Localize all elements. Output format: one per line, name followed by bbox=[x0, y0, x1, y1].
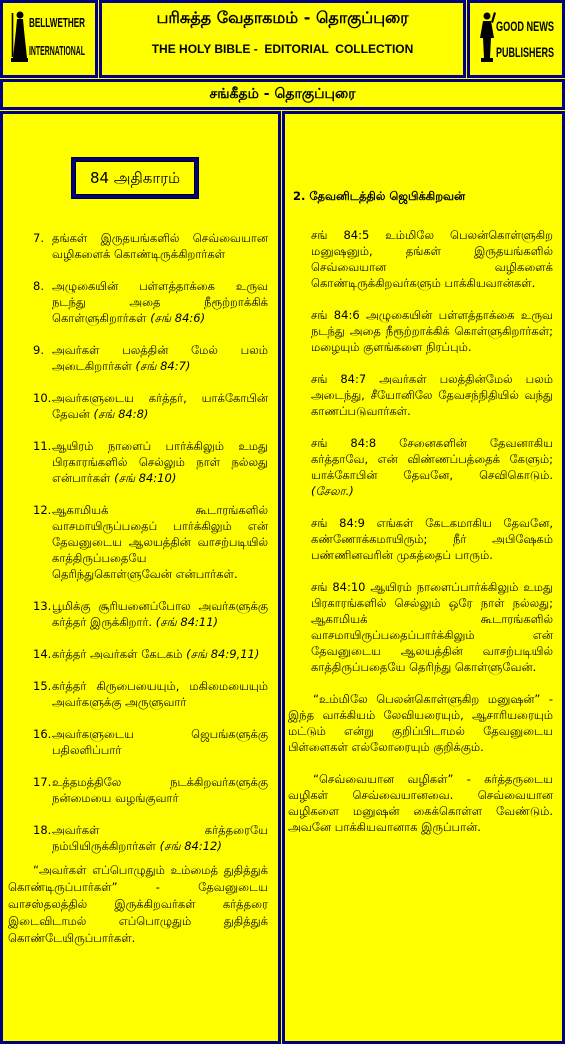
list-item bbox=[8, 230, 268, 262]
closing-paragraph: “அவர்கள் எப்பொழுதும் உம்மைத் துதித்துக் கொண்டிருப்பார்கள்” - தேவனுடைய வாசஸ்தலத்தில் இருக்கிறவர்கள் கர்த்தரை இடைவிடாமல் எப்பொழுதும் துதித்துக் கொண்டேயிருப்பார்கள். bbox=[8, 863, 268, 945]
svg-text:BELLWETHER: BELLWETHER bbox=[29, 15, 86, 30]
section-title: சங்கீதம் - தொகுப்புரை bbox=[209, 86, 356, 102]
list-item bbox=[8, 774, 268, 806]
bellwether-figure-icon bbox=[9, 10, 29, 64]
verse-paragraph: சங் 84:7 அவர்கள் பலத்தின்மேல் பலம் அடைந்து, சீயோனிலே தேவசந்நிதியில் வந்து காணப்படுவார்கள். bbox=[311, 372, 553, 418]
good-news-publishers-logo bbox=[467, 0, 565, 78]
list-item bbox=[8, 502, 268, 582]
svg-text:GOOD NEWS: GOOD NEWS bbox=[496, 18, 554, 34]
good-news-figure-icon bbox=[478, 10, 496, 64]
list-item-number: 17. bbox=[33, 775, 52, 789]
list-item bbox=[8, 646, 268, 662]
scripture-reference: (சங் 84:7) bbox=[135, 359, 191, 373]
list-item-text: அவர்களுடைய ஜெபங்களுக்கு பதிலளிப்பார் bbox=[52, 727, 268, 757]
verse-paragraph: சங் 84:10 ஆயிரம் நாளைப்பார்க்கிலும் உமது பிரகாரங்களில் செல்லும் ஒரே நாள் நல்லது; ஆகாமியக் கூடாரங்களில் வாசமாயிருப்பதைப்பார்க்கிலும் என் தேவனுடைய ஆலயத்தின் வாசற்படியில் காத்திருப்பதையே தெரிந்து கொள்ளுவேன். bbox=[311, 580, 553, 674]
svg-text:INTERNATIONAL: INTERNATIONAL bbox=[29, 43, 86, 58]
scripture-reference: (சங் 84:11) bbox=[155, 615, 219, 629]
scripture-reference: (சங் 84:9,11) bbox=[186, 647, 260, 661]
list-item-number: 18. bbox=[33, 823, 52, 837]
scripture-reference: (சங் 84:10) bbox=[114, 471, 177, 485]
verse-paragraph: சங் 84:6 அழுகையின் பள்ளத்தாக்கை உருவ நடந்து அதை நீரூற்றாக்கிக் கொள்ளுகிறார்கள்; மழையும் குளங்களை நிரப்பும். bbox=[311, 308, 553, 354]
list-item bbox=[8, 726, 268, 758]
bellwether-logo-line1 bbox=[29, 15, 89, 29]
svg-text:PUBLISHERS: PUBLISHERS bbox=[496, 44, 554, 60]
bellwether-logo-line2 bbox=[29, 43, 89, 57]
title-english: THE HOLY BIBLE - EDITORIAL COLLECTION bbox=[151, 42, 414, 56]
list-item-number: 8. bbox=[33, 279, 44, 293]
verse-paragraph: சங் 84:9 எங்கள் கேடகமாகிய தேவனே, கண்ணோக்கமாயிரும்; நீர் அபிஷேகம் பண்ணினவரின் முகத்தைப் பாரும். bbox=[311, 516, 553, 562]
chapter-label-box bbox=[72, 158, 198, 198]
list-item-text: அழுகையின் பள்ளத்தாக்கை உருவ நடந்து அதை நீரூற்றாக்கிக் கொள்ளுகிறார்கள் (சங் 84:6) bbox=[52, 279, 268, 325]
list-item bbox=[8, 278, 268, 326]
title-banner bbox=[99, 0, 466, 78]
commentary-paragraph: “உம்மிலே பெலன்கொள்ளுகிற மனுஷன்” - இந்த வாக்கியம் லேவியரையும், ஆசாரியரையும் மட்டும் என்று குறிப்பிடாமல் தேவனுடைய பிள்ளைகள் எல்லோரையும் குறிக்கும். bbox=[288, 692, 553, 754]
scripture-reference: (சங் 84:8) bbox=[93, 407, 149, 421]
list-item-number: 13. bbox=[33, 599, 52, 613]
list-item-text: தங்கள் இருதயங்களில் செவ்வையான வழிகளைக் கொண்டிருக்கிறார்கள் bbox=[52, 231, 268, 261]
scripture-reference: (சங் 84:6) bbox=[150, 311, 206, 325]
list-item bbox=[8, 390, 268, 422]
list-item-text: ஆயிரம் நாளைப் பார்க்கிலும் உமது பிரகாரங்களில் செல்லும் நாள் நல்லது என்பார்கள் (சங் 84:10) bbox=[52, 439, 268, 485]
list-item bbox=[8, 598, 268, 630]
list-item-number: 15. bbox=[33, 679, 52, 693]
left-column bbox=[0, 111, 281, 1044]
list-item-number: 12. bbox=[33, 503, 52, 517]
list-item bbox=[8, 438, 268, 486]
list-item-text: கர்த்தர் அவர்கள் கேடகம் (சங் 84:9,11) bbox=[52, 647, 260, 661]
verse-list bbox=[288, 227, 553, 851]
chapter-label: 84 அதிகாரம் bbox=[89, 169, 181, 187]
right-column bbox=[282, 111, 565, 1044]
list-item-text: ஆகாமியக் கூடாரங்களில் வாசமாயிருப்பதைப் பார்க்கிலும் என் தேவனுடைய ஆலயத்தின் வாசற்படியில் காத்திருப்பதையே தெரிந்துகொள்ளுவேன் என்பார்கள். bbox=[52, 503, 268, 581]
list-item-text: பூமிக்கு சூரியனைப்போல அவர்களுக்கு கர்த்தர் இருக்கிறார். (சங் 84:11) bbox=[52, 599, 268, 629]
list-item-text: அவர்களுடைய கர்த்தர், யாக்கோபின் தேவன் (சங் 84:8) bbox=[52, 391, 268, 421]
verse-paragraph: சங் 84:8 சேனைகளின் தேவனாகிய கர்த்தாவே, என் விண்ணப்பத்தைக் கேளும்; யாக்கோபின் தேவனே, செவிகொடும். (சேலா.) bbox=[311, 436, 553, 498]
commentary-paragraph: “செவ்வையான வழிகள்” - கர்த்தருடைய வழிகள் செவ்வையானவை. செவ்வையான வழிகளை மனுஷன் கைக்கொள்ள வேண்டும். அவனே பாக்கியவானாக இருப்பான். bbox=[288, 772, 553, 834]
good-news-logo-line2 bbox=[496, 44, 558, 60]
title-tamil: பரிசுத்த வேதாகமம் - தொகுப்புரை bbox=[156, 8, 409, 27]
section-title-bar bbox=[0, 79, 565, 110]
list-item bbox=[8, 678, 268, 710]
selah-note: (சேலா.) bbox=[311, 484, 354, 498]
good-news-logo-line1 bbox=[496, 18, 558, 34]
verse-paragraph: சங் 84:5 உம்மிலே பெலன்கொள்ளுகிற மனுஷனும், தங்கள் இருதயங்களில் செவ்வையான வழிகளைக் கொண்டிருக்கிறவர்களும் பாக்கியவான்கள். bbox=[311, 228, 553, 290]
list-item-number: 16. bbox=[33, 727, 52, 741]
scripture-reference: (சங் 84:12) bbox=[159, 839, 222, 853]
list-item-text: உத்தமத்திலே நடக்கிறவர்களுக்கு நன்மையை வழங்குவார் bbox=[52, 775, 268, 805]
list-item-number: 9. bbox=[33, 343, 44, 357]
list-item-text: அவர்கள் கர்த்தரையே நம்பியிருக்கிறார்கள் (சங் 84:12) bbox=[52, 823, 268, 853]
list-item-number: 14. bbox=[33, 647, 52, 661]
list-item bbox=[8, 822, 268, 854]
summary-list bbox=[8, 230, 268, 947]
list-item-text: கர்த்தர் கிருபையையும், மகிமையையும் அவர்களுக்கு அருளுவார் bbox=[52, 679, 268, 709]
list-item-number: 11. bbox=[33, 439, 52, 453]
list-item-number: 10. bbox=[33, 391, 52, 405]
section-heading: 2. தேவனிடத்தில் ஜெபிக்கிறவன் bbox=[293, 189, 466, 203]
list-item-text: அவர்கள் பலத்தின் மேல் பலம் அடைகிறார்கள் (சங் 84:7) bbox=[52, 343, 268, 373]
list-item bbox=[8, 342, 268, 374]
bellwether-logo bbox=[0, 0, 98, 78]
list-item-number: 7. bbox=[33, 231, 44, 245]
